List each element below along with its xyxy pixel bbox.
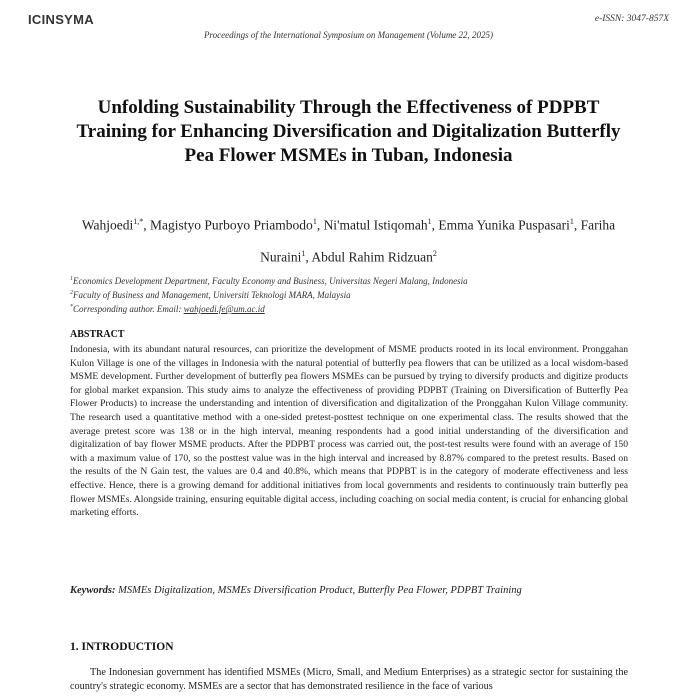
issn-label: e-ISSN: 3047-857X [594, 14, 669, 24]
author-name: Magistyo Purboyo Priambodo [150, 217, 313, 233]
author-affiliation-mark: 1,* [133, 217, 144, 226]
keywords [70, 584, 628, 598]
conference-logo: ICINSYMA [28, 12, 94, 27]
introduction-heading: 1. INTRODUCTION [70, 641, 174, 653]
corresponding-author: *Corresponding author. Email: wahjoedi.fe@um.ac.id [70, 304, 265, 314]
proceedings-running-head: Proceedings of the International Symposium on Management (Volume 22, 2025) [203, 30, 494, 40]
author-name: Fariha Nuraini [260, 217, 616, 264]
corresponding-email-link[interactable]: wahjoedi.fe@um.ac.id [183, 304, 265, 314]
affiliations [70, 273, 627, 315]
author-name: Emma Yunika Puspasari [438, 217, 570, 233]
author-affiliation-mark: 1 [301, 248, 306, 258]
author-affiliation-mark: 2 [432, 248, 437, 258]
author-affiliation-mark: 1 [427, 217, 432, 226]
author-name: Ni'matul Istiqomah [323, 217, 428, 233]
abstract-text: Indonesia, with its abundant natural resources, can prioritize the development of MSME products rooted in its local environment. Pronggahan Kulon Village is one of the villages in Indonesia with the natural potential of butterfly pea flowers that can be utilized as a local wisdom-based MSME development. Further development of butterfly pea flowers MSMEs can be pursued by trying to diversify products and digitize products for global market expansion. This study aims to analyze the effectiveness of providing PDPBT (Training on Diversification of Butterfly Pea Flower Products) to increase the understanding and intention of diversification and digitalization of the Pronggahan Kulon Village community. The research used a quantitative method with a one-sided pretest-posttest technique on one experimental class. The results showed that the average pretest score was 138 or in the high interval, meaning respondents had a good initial understanding of the diversification and digitalization of bay flower MSME products. After the PDPBT process was carried out, the post-test results were found with an average of 150 with a maximum value of 170, so the posttest value was in the high interval and increased by 8.87% compared to the pretest results. Based on the results of the N Gain test, the values are 0.4 and 40.8%, which means that PDPBT is in the category of moderate effectiveness and less effective. Hence, there is a growing demand for additional initiatives from local governments and residents to continuously train butterfly pea flower MSMEs. Alongside training, ensuring equitable digital access, including coaching on social media content, is crucial for enhancing global marketing efforts. [70, 344, 628, 519]
abstract-heading: ABSTRACT [70, 329, 125, 340]
author-affiliation-mark: 1 [312, 217, 317, 226]
affiliation-2: $^2$Faculty of Business and Management, Universiti Teknologi MARA, Malaysia [70, 290, 351, 300]
author-name: Abdul Rahim Ridzuan [311, 249, 433, 264]
introduction-text: The Indonesian government has identified MSMEs (Micro, Small, and Medium Enterprises) as a strategic sector for sustaining the country's strategic economy. MSMEs are a sector that has demonstrated resilience in the face of various [70, 667, 628, 692]
author-list: Wahjoedi$^{1,*}$, Magistyo Purboyo Priambodo$^1$, Ni'matul Istiqomah$^1$, Emma Yunika Puspasari$^1$, Fariha Nuraini$^1$, Abdul Rahim Ridzuan$^2$ [81, 217, 616, 264]
author-name: Wahjoedi [81, 217, 134, 233]
keywords-label: Keywords: [70, 585, 116, 596]
keywords-text: MSMEs Digitalization, MSMEs Diversification Product, Butterfly Pea Flower, PDPBT Training [118, 585, 522, 596]
affiliation-1: $^1$Economics Development Department, Faculty Economy and Business, Universitas Negeri Malang, Indonesia [70, 276, 468, 286]
author-affiliation-mark: 1 [569, 217, 574, 226]
paper-title: Unfolding Sustainability Through the Effectiveness of PDPBT Training for Enhancing Diversification and Digitalization Butterfly Pea Flower MSMEs in Tuban, Indonesia [76, 97, 621, 166]
